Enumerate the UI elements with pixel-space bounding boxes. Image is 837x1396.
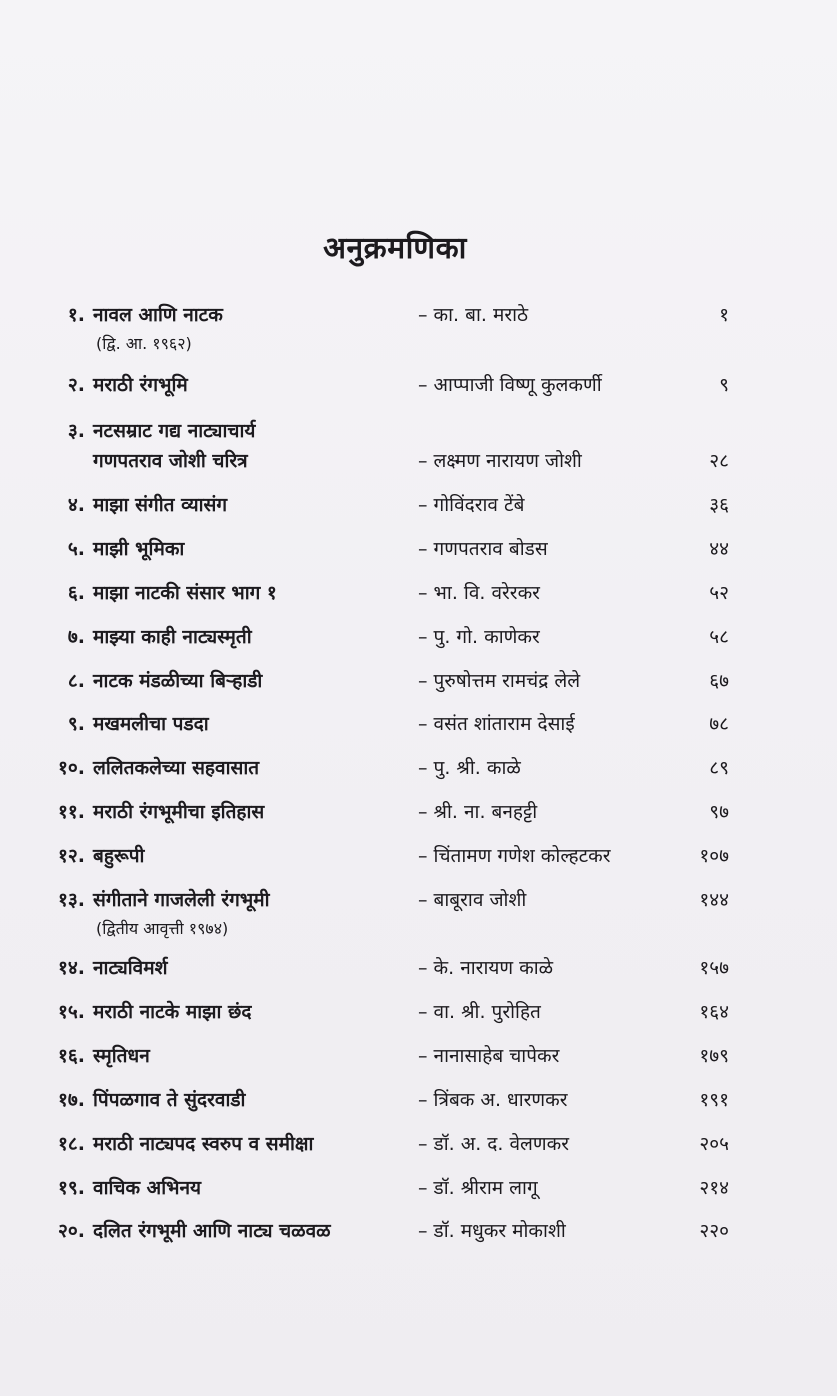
entry-page-number: ३६	[709, 494, 729, 516]
entry-page-number: २२०	[699, 1220, 729, 1242]
toc-entry	[0, 997, 837, 1037]
entry-number: १४.	[58, 957, 85, 979]
entry-title-line2: गणपतराव जोशी चरित्र	[93, 450, 248, 472]
toc-entry	[0, 490, 837, 530]
toc-entry	[0, 753, 837, 793]
entry-number: ६.	[67, 582, 85, 604]
entry-number: १५.	[58, 1001, 85, 1023]
entry-title: नावल आणि नाटक	[93, 304, 223, 326]
entry-number: १८.	[58, 1133, 85, 1155]
entry-page-number: ७८	[709, 713, 729, 735]
entry-author: – गोविंदराव टेंबे	[418, 494, 525, 516]
entry-title: माझी भूमिका	[93, 538, 185, 560]
entry-page-number: ५२	[709, 582, 729, 604]
entry-page-number: ५८	[709, 626, 729, 648]
entry-number: ५.	[67, 538, 85, 560]
entry-page-number: ८९	[709, 757, 729, 779]
entry-author: – डॉ. श्रीराम लागू	[418, 1177, 538, 1199]
entry-author: – लक्ष्मण नारायण जोशी	[418, 450, 582, 472]
toc-entry	[0, 953, 837, 993]
toc-entry	[0, 709, 837, 749]
entry-author: – पुरुषोत्तम रामचंद्र लेले	[418, 670, 581, 692]
toc-entry	[0, 1173, 837, 1213]
toc-entry	[0, 797, 837, 837]
entry-page-number: १४४	[699, 889, 729, 911]
entry-number: १०.	[58, 757, 85, 779]
entry-title: माझा संगीत व्यासंग	[93, 494, 228, 516]
entry-title: नटसम्राट गद्य नाट्याचार्य	[93, 420, 256, 442]
entry-title: ललितकलेच्या सहवासात	[93, 757, 260, 779]
toc-entry	[0, 1041, 837, 1081]
entry-number: १२.	[58, 845, 85, 867]
entry-author: – पु. श्री. काळे	[418, 757, 521, 779]
entry-author: – गणपतराव बोडस	[418, 538, 548, 560]
entry-page-number: २०५	[699, 1133, 729, 1155]
toc-entry	[0, 578, 837, 618]
entry-number: १९.	[58, 1177, 85, 1199]
entry-number: ७.	[67, 626, 85, 648]
toc-entry	[0, 622, 837, 662]
entry-author: – आप्पाजी विष्णू कुलकर्णी	[418, 374, 602, 396]
entry-author: – के. नारायण काळे	[418, 957, 554, 979]
entry-title: बहुरूपी	[93, 845, 145, 867]
entry-author: – पु. गो. काणेकर	[418, 626, 540, 648]
toc-entry	[0, 1129, 837, 1169]
toc-entry	[0, 885, 837, 955]
entry-page-number: १	[719, 304, 729, 326]
entry-page-number: १०७	[699, 845, 729, 867]
entry-page-number: ६७	[709, 670, 729, 692]
entry-title: मखमलीचा पडदा	[93, 713, 209, 735]
entry-page-number: ९	[719, 374, 729, 396]
toc-entry	[0, 534, 837, 574]
entry-author: – नानासाहेब चापेकर	[418, 1045, 560, 1067]
entry-page-number: ४४	[709, 538, 729, 560]
entry-title: वाचिक अभिनय	[93, 1177, 202, 1199]
entry-author: – का. बा. मराठे	[418, 304, 529, 326]
entry-title: मराठी रंगभूमि	[93, 374, 188, 396]
toc-entry	[0, 666, 837, 706]
entry-subtitle: (द्वि. आ. १९६२)	[96, 334, 192, 353]
entry-title: मराठी रंगभूमीचा इतिहास	[93, 801, 265, 823]
entry-page-number: २१४	[699, 1177, 729, 1199]
entry-author: – श्री. ना. बनहट्टी	[418, 801, 538, 823]
toc-entry	[0, 841, 837, 881]
entry-subtitle: (द्वितीय आवृत्ती १९७४)	[96, 919, 229, 938]
entry-page-number: १५७	[699, 957, 729, 979]
entry-title: नाटक मंडळीच्या बिऱ्हाडी	[93, 670, 263, 692]
entry-author: – वसंत शांताराम देसाई	[418, 713, 575, 735]
entry-title: स्मृतिधन	[93, 1045, 150, 1067]
entry-number: ४.	[67, 494, 85, 516]
toc-entry	[0, 300, 837, 353]
entry-page-number: २८	[709, 450, 729, 472]
entry-author: – चिंतामण गणेश कोल्हटकर	[418, 845, 611, 867]
entry-author: – बाबूराव जोशी	[418, 889, 527, 911]
entry-author: – त्रिंबक अ. धारणकर	[418, 1089, 568, 1111]
entry-number: ९.	[67, 713, 85, 735]
entry-title: माझा नाटकी संसार भाग १	[93, 582, 277, 604]
entry-title: दलित रंगभूमी आणि नाट्य चळवळ	[93, 1220, 331, 1242]
entry-title: माझ्या काही नाट्यस्मृती	[93, 626, 252, 648]
entry-number: १.	[67, 304, 85, 326]
entry-author: – डॉ. मधुकर मोकाशी	[418, 1220, 566, 1242]
entry-title: संगीताने गाजलेली रंगभूमी	[93, 889, 270, 911]
page-title: अनुक्रमणिका	[323, 231, 467, 266]
toc-entry	[0, 1085, 837, 1125]
entry-number: २.	[67, 374, 85, 396]
entry-page-number: १७९	[699, 1045, 729, 1067]
entry-title: मराठी नाट्यपद स्वरुप व समीक्षा	[93, 1133, 314, 1155]
entry-author: – भा. वि. वरेरकर	[418, 582, 540, 604]
entry-number: १७.	[58, 1089, 85, 1111]
entry-title: पिंपळगाव ते सुंदरवाडी	[93, 1089, 246, 1111]
toc-entry	[0, 1216, 837, 1256]
entry-number: ८.	[67, 670, 85, 692]
entry-author: – वा. श्री. पुरोहित	[418, 1001, 541, 1023]
entry-number: १६.	[58, 1045, 85, 1067]
entry-number: १३.	[58, 889, 85, 911]
entry-title: मराठी नाटके माझा छंद	[93, 1001, 252, 1023]
entry-number: ११.	[58, 801, 85, 823]
toc-entry	[0, 370, 837, 410]
entry-page-number: १९१	[699, 1089, 729, 1111]
entry-page-number: ९७	[709, 801, 729, 823]
toc-entry	[0, 416, 837, 486]
entry-page-number: १६४	[699, 1001, 729, 1023]
entry-number: २०.	[58, 1220, 85, 1242]
entry-number: ३.	[67, 420, 85, 442]
entry-title: नाट्यविमर्श	[93, 957, 168, 979]
entry-author: – डॉ. अ. द. वेलणकर	[418, 1133, 570, 1155]
